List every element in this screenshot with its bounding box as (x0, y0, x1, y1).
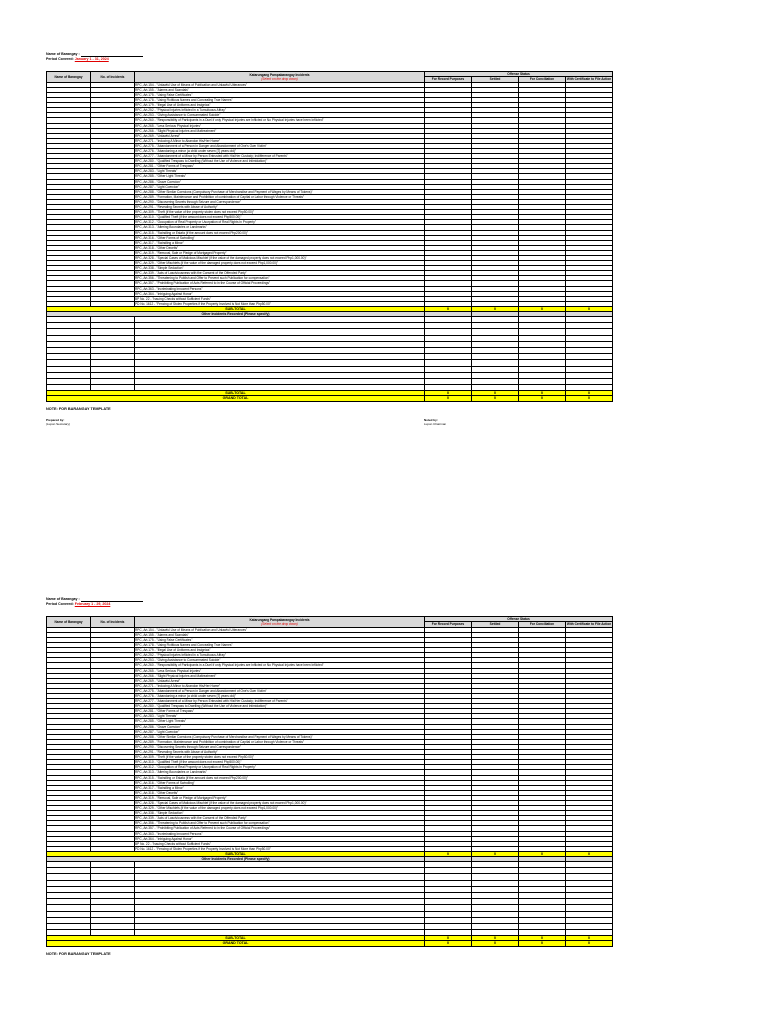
total-value: 0 (472, 851, 519, 856)
col-barangay-name: Name of Barangay (47, 617, 91, 628)
period-value: February 1 - 29, 2024 (74, 601, 111, 606)
total-value: 0 (566, 396, 613, 401)
incident-description[interactable]: RPC, Art.252 - "Physical Injuries Inflicted in a Tumultuous Affray" (135, 108, 425, 113)
incident-description[interactable]: RPC, Art.357 - "Prohibiting Publication of Acts Referred to in the Course of Official Proceedings" (135, 281, 425, 286)
total-value: 0 (519, 391, 566, 396)
other-incidents-label: Other Incidents Recorded (Please specify) (47, 312, 425, 317)
incident-description[interactable]: RPC, Art.338 - "Simple Seduction" (135, 266, 425, 271)
incident-description[interactable]: RPC, Art.275 - "Abandonment of a Person in Danger and Abandonment of One's Own Victim" (135, 143, 425, 148)
incident-description[interactable]: RPC, Art.339 - "Acts of Lasciviousness with the Consent of the Offended Party" (135, 816, 425, 821)
incident-description[interactable]: RPC, Art.154 - "Unlawful Use of Means of Publication and Unlawful Utterances" (135, 627, 425, 632)
incident-description[interactable]: RPC, Art.329 - "Other Mischiefs (if the value of the damaged property does not exceed Php1,000.00)" (135, 806, 425, 811)
incident-description[interactable]: RPC, Art.318 - "Other Deceits" (135, 790, 425, 795)
total-value: 0 (425, 306, 472, 311)
other-incidents-label: Other Incidents Recorded (Please specify) (47, 857, 425, 862)
total-value: 0 (519, 936, 566, 941)
grand-total-row (47, 396, 613, 401)
total-value: 0 (425, 396, 472, 401)
incident-description[interactable]: RPC, Art.155 - "Alarms and Scandals" (135, 632, 425, 637)
total-label: GRAND TOTAL (47, 396, 425, 401)
total-value: 0 (472, 396, 519, 401)
total-label: GRAND TOTAL (47, 941, 425, 946)
incident-description[interactable]: RPC, Art.266 - "Slight Physical Injuries and Maltreatment" (135, 128, 425, 133)
total-value: 0 (425, 936, 472, 941)
note: NOTE: FOR BARANGAY TEMPLATE (46, 406, 111, 411)
incident-description[interactable]: RPC, Art.364 - "Intriguing Against Honor" (135, 291, 425, 296)
incident-description[interactable]: BP No. 22 - "Issuing Checks without Sufficient Funds" (135, 296, 425, 301)
period-value: January 1 - 31, 2024 (74, 56, 109, 61)
incident-description[interactable]: RPC, Art.287 - "Light Coercion" (135, 729, 425, 734)
incident-description[interactable]: RPC, Art.316 - "Other Forms of Swindling" (135, 780, 425, 785)
incident-description[interactable]: RPC, Art.271 - "Inducing A Minor to Abandon His/Her Home" (135, 138, 425, 143)
incident-description[interactable]: RPC, Art.175 - "Using False Certificates" (135, 637, 425, 642)
incident-description[interactable]: RPC, Art.363 - "Incriminating Innocent Persons" (135, 831, 425, 836)
incident-description[interactable]: RPC, Art.315 - "Swindling or Estafa (if the amount does not exceed Php200.00)" (135, 230, 425, 235)
incident-description[interactable]: RPC, Art.269 - "Unlawful Arrest" (135, 133, 425, 138)
col-conciliation: For Conciliation (519, 77, 566, 82)
incident-description[interactable]: RPC, Art.357 - "Prohibiting Publication of Acts Referred to in the Course of Official Proceedings" (135, 826, 425, 831)
incident-description[interactable]: RPC, Art.309 - "Theft (if the value of the property stolen does not exceed Php50.00)" (135, 210, 425, 215)
incident-description[interactable]: RPC, Art.328 - "Special Cases of Malicious Mischief (if the value of the damaged property does not exceed Php1,000.00)" (135, 800, 425, 805)
incident-description[interactable]: RPC, Art.312 - "Occupation of Real Property or Usurpation of Real Rights in Property" (135, 765, 425, 770)
total-label: SUB-TOTAL (47, 391, 425, 396)
incident-description[interactable]: RPC, Art.290 - "Discovering Secrets through Seizure and Correspondence" (135, 199, 425, 204)
report-section-january (46, 52, 612, 430)
prepared-name: (Lupon Secretary) (46, 421, 71, 426)
incident-description[interactable]: RPC, Art.317 - "Swindling a Minor" (135, 785, 425, 790)
incident-description[interactable]: RPC, Art.339 - "Acts of Lasciviousness with the Consent of the Offended Party" (135, 271, 425, 276)
incident-description[interactable]: RPC, Art.265 - "Less Serious Physical Injuries" (135, 123, 425, 128)
total-value: 0 (425, 941, 472, 946)
incident-description[interactable]: RPC, Art.260 - "Responsibility of Participants in a Duel if only Physical Injuries are Inflicted or No Physical Injuries have been Inflicted" (135, 663, 425, 668)
col-incidents: Katarungang Pampabarangay Incidents (Select on the drop down) (135, 617, 425, 628)
incident-description[interactable]: RPC, Art.277 - "Abandonment of a Minor by Person Entrusted with His/Her Custody; Indifference of Parents" (135, 154, 425, 159)
col-num-incidents: No. of Incidents (91, 617, 135, 628)
incident-description[interactable]: RPC, Art.291 - "Revealing Secrets with Abuse of Authority" (135, 750, 425, 755)
incident-description[interactable]: RPC, Art.275 - "Abandonment of a Person in Danger and Abandonment of One's Own Victim" (135, 688, 425, 693)
incident-description[interactable]: RPC, Art.179 - "Illegal Use of Uniforms and Insignias" (135, 648, 425, 653)
incident-description[interactable]: RPC, Art.313 - "Altering Boundaries or Landmarks" (135, 225, 425, 230)
incident-description[interactable]: RPC, Art.309 - "Theft (if the value of the property stolen does not exceed Php50.00)" (135, 755, 425, 760)
incident-description[interactable]: RPC, Art.266 - "Slight Physical Injuries and Maltreatment" (135, 673, 425, 678)
incident-description[interactable]: RPC, Art.289 - "Formation, Maintenance and Prohibition of combination of Capital or Labor through Violence or Threats" (135, 194, 425, 199)
incident-description[interactable]: RPC, Art.290 - "Discovering Secrets through Seizure and Correspondence" (135, 744, 425, 749)
total-value: 0 (566, 306, 613, 311)
total-value: 0 (566, 936, 613, 941)
incident-description[interactable]: RPC, Art.277 - "Abandonment of a Minor by Person Entrusted with His/Her Custody; Indifference of Parents" (135, 699, 425, 704)
total-value: 0 (519, 396, 566, 401)
incident-description[interactable]: RPC, Art.356 - "Threatening to Publish and Offer to Prevent such Publication for compensation" (135, 276, 425, 281)
col-conciliation: For Conciliation (519, 622, 566, 627)
incident-description[interactable]: RPC, Art.155 - "Alarms and Scandals" (135, 87, 425, 92)
total-value: 0 (566, 941, 613, 946)
total-label: SUB-TOTAL (47, 851, 425, 856)
total-value: 0 (519, 306, 566, 311)
report-section-february (46, 597, 612, 956)
col-num-incidents: No. of Incidents (91, 72, 135, 83)
incident-description[interactable]: RPC, Art.363 - "Incriminating Innocent Persons" (135, 286, 425, 291)
col-settled: Settled (472, 77, 519, 82)
incident-description[interactable]: RPC, Art.291 - "Revealing Secrets with Abuse of Authority" (135, 205, 425, 210)
incident-description[interactable]: RPC, Art.313 - "Altering Boundaries or Landmarks" (135, 770, 425, 775)
incident-description[interactable]: RPC, Art.289 - "Formation, Maintenance and Prohibition of combination of Capital or Labor through Violence or Threats" (135, 739, 425, 744)
incident-description[interactable]: RPC, Art.276 - "Abandoning a minor (a child under seven [7] years old)" (135, 694, 425, 699)
total-value: 0 (566, 391, 613, 396)
incident-description[interactable]: RPC, Art.317 - "Swindling a Minor" (135, 240, 425, 245)
note: NOTE: FOR BARANGAY TEMPLATE (46, 951, 111, 956)
incident-description[interactable]: RPC, Art.178 - "Using Fictitious Names and Concealing True Names" (135, 643, 425, 648)
incident-description[interactable]: RPC, Art.319 - "Removal, Sale or Pledge of Mortgaged Property" (135, 795, 425, 800)
incident-description[interactable]: RPC, Art.285 - "Other Light Threats" (135, 719, 425, 724)
incident-description[interactable]: RPC, Art.286 - "Grave Coercion" (135, 724, 425, 729)
incident-description[interactable]: RPC, Art.312 - "Occupation of Real Property or Usurpation of Real Rights in Property" (135, 220, 425, 225)
total-value: 0 (472, 306, 519, 311)
incident-description[interactable]: RPC, Art.364 - "Intriguing Against Honor" (135, 836, 425, 841)
incident-description[interactable]: RPC, Art.178 - "Using Fictitious Names and Concealing True Names" (135, 98, 425, 103)
incident-description[interactable]: RPC, Art.154 - "Unlawful Use of Means of Publication and Unlawful Utterances" (135, 82, 425, 87)
incident-description[interactable]: RPC, Art.288 - "Other Similar Coercions (Compulsory Purchase of Merchandise and Payment of Wages by Means of Tokens)" (135, 189, 425, 194)
incident-description[interactable]: RPC, Art.338 - "Simple Seduction" (135, 811, 425, 816)
incident-description[interactable]: RPC, Art.175 - "Using False Certificates" (135, 92, 425, 97)
col-offense-status: Offense Status (425, 617, 613, 622)
incident-description[interactable]: RPC, Art.283 - "Light Threats" (135, 169, 425, 174)
total-value: 0 (519, 941, 566, 946)
total-label: SUB-TOTAL (47, 306, 425, 311)
col-incidents: Katarungang Pampabarangay Incidents (Select on the drop down) (135, 72, 425, 83)
incident-description[interactable]: RPC, Art.269 - "Unlawful Arrest" (135, 678, 425, 683)
period-line: Period Covered: February 1 - 29, 2024 (46, 601, 111, 606)
incident-description[interactable]: PD No. 1612 - "Fencing of Stolen Properties if the Property Involved is Not More than Php50.00" (135, 301, 425, 306)
prepared-label: Prepared by: (46, 417, 65, 422)
incident-description[interactable]: RPC, Art.280 - "Qualified Trespass to Dwelling (Without the Use of Violence and Intimidation)" (135, 159, 425, 164)
col-record: For Record Purposes (425, 622, 472, 627)
incident-description[interactable]: RPC, Art.179 - "Illegal Use of Uniforms and Insignias" (135, 103, 425, 108)
incident-description[interactable]: RPC, Art.287 - "Light Coercion" (135, 184, 425, 189)
grand-total-row (47, 941, 613, 946)
signatures (46, 418, 612, 430)
barangay-name-line: Name of Barangay : (46, 52, 612, 57)
col-certificate: With Certificate to File Action (566, 622, 612, 627)
incident-description[interactable]: RPC, Art.253 - "Giving Assistance to Consummated Suicide" (135, 658, 425, 663)
incident-description[interactable]: RPC, Art.271 - "Inducing A Minor to Abandon His/Her Home" (135, 683, 425, 688)
col-settled: Settled (472, 622, 519, 627)
total-value: 0 (425, 851, 472, 856)
incident-description[interactable]: RPC, Art.286 - "Grave Coercion" (135, 179, 425, 184)
incident-description[interactable]: RPC, Art.281 - "Other Forms of Trespass" (135, 164, 425, 169)
incident-table (46, 616, 613, 946)
barangay-name-line: Name of Barangay : (46, 597, 612, 602)
incident-description[interactable]: RPC, Art.316 - "Other Forms of Swindling" (135, 235, 425, 240)
incident-description[interactable]: PD No. 1612 - "Fencing of Stolen Properties if the Property Involved is Not More than Php50.00" (135, 846, 425, 851)
incident-description[interactable]: RPC, Art.285 - "Other Light Threats" (135, 174, 425, 179)
incident-table (46, 71, 613, 401)
incident-description[interactable]: RPC, Art.253 - "Giving Assistance to Consummated Suicide" (135, 113, 425, 118)
incident-description[interactable]: RPC, Art.315 - "Swindling or Estafa (if the amount does not exceed Php200.00)" (135, 775, 425, 780)
incident-description[interactable]: RPC, Art.310 - "Qualified Theft (if the amount does not exceed Php500.00)" (135, 215, 425, 220)
total-value: 0 (472, 391, 519, 396)
incident-description[interactable]: RPC, Art.328 - "Special Cases of Malicious Mischief (if the value of the damaged property does not exceed Php1,000.00)" (135, 255, 425, 260)
incident-description[interactable]: RPC, Art.310 - "Qualified Theft (if the amount does not exceed Php500.00)" (135, 760, 425, 765)
total-value: 0 (519, 851, 566, 856)
noted-label: Noted by: (424, 417, 438, 422)
col-certificate: With Certificate to File Action (566, 77, 612, 82)
total-value: 0 (425, 391, 472, 396)
incident-description[interactable]: RPC, Art.318 - "Other Deceits" (135, 245, 425, 250)
noted-name: Lupon Chairman (424, 421, 447, 426)
period-line: Period Covered: January 1 - 31, 2024 (46, 56, 109, 61)
incident-description[interactable]: RPC, Art.276 - "Abandoning a minor (a child under seven [7] years old)" (135, 149, 425, 154)
incident-description[interactable]: RPC, Art.280 - "Qualified Trespass to Dwelling (Without the Use of Violence and Intimidation)" (135, 704, 425, 709)
col-offense-status: Offense Status (425, 72, 613, 77)
total-value: 0 (566, 851, 613, 856)
incident-description[interactable]: RPC, Art.260 - "Responsibility of Participants in a Duel if only Physical Injuries are Inflicted or No Physical Injuries have been Inflicted" (135, 118, 425, 123)
incident-description[interactable]: RPC, Art.283 - "Light Threats" (135, 714, 425, 719)
incident-description[interactable]: RPC, Art.288 - "Other Similar Coercions (Compulsory Purchase of Merchandise and Payment of Wages by Means of Tokens)" (135, 734, 425, 739)
incident-description[interactable]: RPC, Art.329 - "Other Mischiefs (if the value of the damaged property does not exceed Php1,000.00)" (135, 261, 425, 266)
total-value: 0 (472, 941, 519, 946)
total-value: 0 (472, 936, 519, 941)
incident-description[interactable]: RPC, Art.319 - "Removal, Sale or Pledge of Mortgaged Property" (135, 250, 425, 255)
incident-description[interactable]: RPC, Art.265 - "Less Serious Physical Injuries" (135, 668, 425, 673)
col-barangay-name: Name of Barangay (47, 72, 91, 83)
col-record: For Record Purposes (425, 77, 472, 82)
incident-description[interactable]: BP No. 22 - "Issuing Checks without Sufficient Funds" (135, 841, 425, 846)
incident-description[interactable]: RPC, Art.252 - "Physical Injuries Inflicted in a Tumultuous Affray" (135, 653, 425, 658)
incident-description[interactable]: RPC, Art.281 - "Other Forms of Trespass" (135, 709, 425, 714)
incident-description[interactable]: RPC, Art.356 - "Threatening to Publish and Offer to Prevent such Publication for compensation" (135, 821, 425, 826)
total-label: SUB-TOTAL (47, 936, 425, 941)
